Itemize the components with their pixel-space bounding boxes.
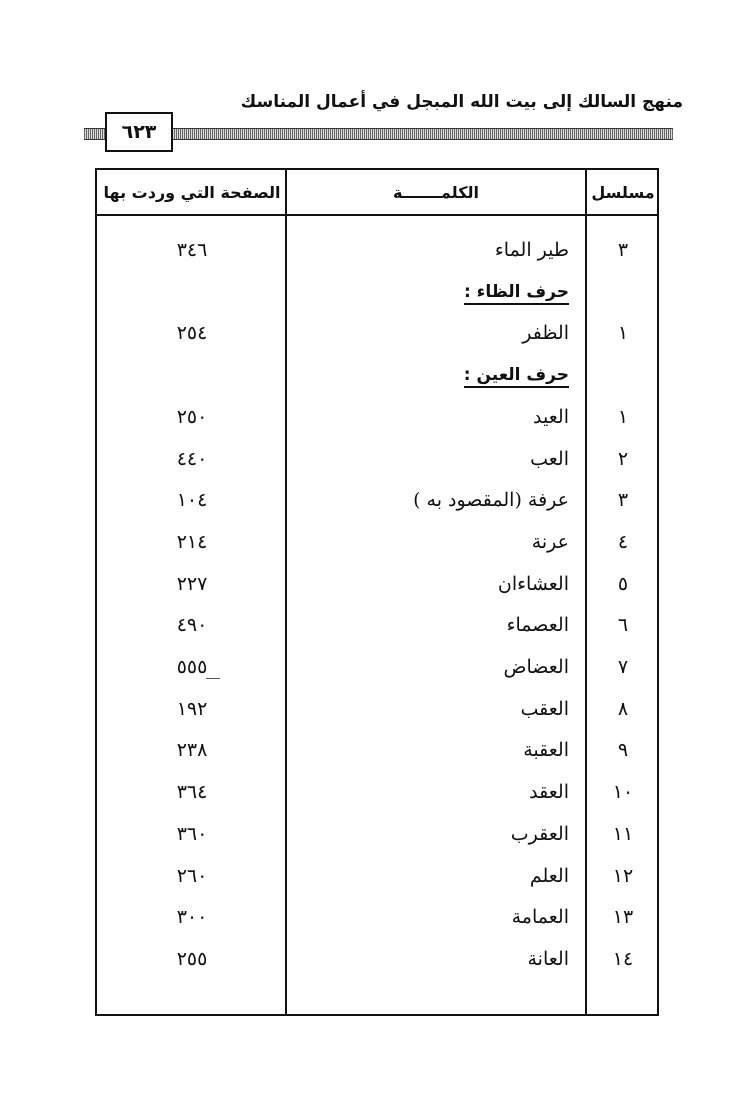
row-word: العب: [530, 448, 569, 470]
row-serial: ٩: [617, 739, 629, 761]
row-word: العقرب: [510, 823, 569, 845]
index-table: [95, 168, 659, 1016]
row-word: العضاض: [503, 656, 569, 678]
section-heading-label: حرف العين :: [464, 365, 569, 388]
header-word: الكلمـــــــة: [392, 183, 480, 202]
header-page: الصفحة التي وردت بها: [103, 183, 281, 202]
section-heading-label: حرف الظاء :: [464, 282, 569, 305]
row-page: ٢٥٠: [176, 406, 208, 428]
row-page: ٥٥٥: [176, 656, 208, 678]
row-serial: ٦: [617, 614, 629, 636]
row-page: ٣٠٠: [176, 906, 208, 928]
page-number-box: [105, 112, 173, 152]
row-serial: ١: [617, 322, 629, 344]
row-serial: ٢: [617, 448, 629, 470]
row-word: عرنة: [531, 531, 569, 553]
row-page: ١٠٤: [176, 489, 208, 511]
row-page: ٢٦٠: [176, 865, 208, 887]
row-serial: ٥: [617, 573, 629, 595]
scan-mark: [206, 678, 220, 679]
section-heading: [287, 276, 569, 308]
row-serial: ١٠: [612, 781, 634, 803]
row-serial: ١١: [612, 823, 634, 845]
row-page: ٢١٤: [176, 531, 208, 553]
row-page: ٢٥٤: [176, 322, 208, 344]
row-page: ٢٥٥: [176, 948, 208, 970]
row-page: ١٩٢: [176, 698, 208, 720]
row-word: العيد: [533, 406, 569, 428]
row-serial: ٧: [617, 656, 629, 678]
row-word: العانة: [527, 948, 569, 970]
row-serial: ١٣: [612, 906, 634, 928]
running-header-title: منهج السالك إلى بيت الله المبجل في أعمال المناسك: [240, 92, 683, 112]
row-word: العشاءان: [497, 573, 569, 595]
section-heading: [287, 359, 569, 391]
row-page: ٣٤٦: [176, 239, 208, 261]
row-word: الظفر: [522, 322, 569, 344]
row-page: ٣٦٤: [176, 781, 208, 803]
header-serial: مسلسل: [591, 183, 655, 202]
row-serial: ١٤: [612, 948, 634, 970]
row-serial: ٤: [617, 531, 629, 553]
row-serial: ١٢: [612, 865, 634, 887]
row-word: العقب: [520, 698, 569, 720]
row-page: ٣٦٠: [176, 823, 208, 845]
row-word: العلم: [529, 865, 569, 887]
row-word: العمامة: [511, 906, 569, 928]
row-page: ٢٣٨: [176, 739, 208, 761]
row-word: العصماء: [506, 614, 569, 636]
row-word: طير الماء: [494, 239, 569, 261]
row-serial: ٣: [617, 489, 629, 511]
page-number: ٦٢٣: [121, 121, 157, 143]
row-serial: ٣: [617, 239, 629, 261]
row-serial: ٨: [617, 698, 629, 720]
row-word: العقبة: [523, 739, 569, 761]
row-serial: ١: [617, 406, 629, 428]
row-page: ٢٢٧: [176, 573, 208, 595]
header-divider: [97, 214, 657, 216]
row-page: ٤٩٠: [176, 614, 208, 636]
row-word: العقد: [529, 781, 569, 803]
row-page: ٤٤٠: [176, 448, 208, 470]
row-word: عرفة (المقصود به ): [413, 489, 569, 511]
